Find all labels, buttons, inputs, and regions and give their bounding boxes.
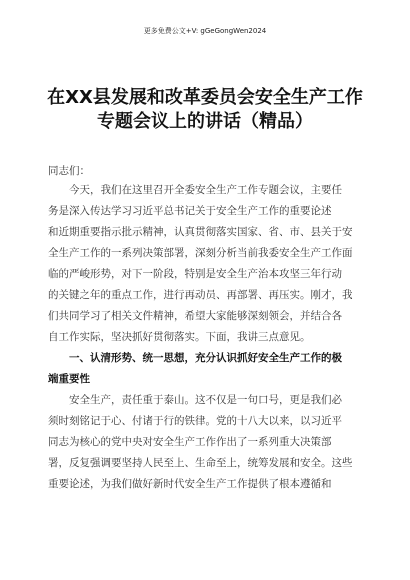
document-title xyxy=(20,86,390,134)
body-line: 临的严峻形势，对下一阶段，特别是安全生产治本攻坚三年行动 xyxy=(48,268,342,280)
body-line: 重要论述，为我们做好新时代安全生产工作提供了根本遵循和 xyxy=(48,478,332,490)
body-line: 同志为核心的党中央对安全生产工作作出了一系列重大决策部 xyxy=(48,436,332,448)
body-line: 全生产工作的一系列决策部署，深刻分析当前我委安全生产工作面 xyxy=(48,247,353,259)
title-line-1: 在XX县发展和改革委员会安全生产工作 xyxy=(47,87,363,108)
section-heading-1: 一、认清形势、统一思想，充分认识抓好安全生产工作的极 xyxy=(69,352,342,364)
body-line: 今天，我们在这里召开全委安全生产工作专题会议，主要任 xyxy=(69,184,342,196)
section-heading-1-cont: 端重要性 xyxy=(48,373,90,385)
title-line-2: 专题会议上的讲话（精品） xyxy=(97,111,313,132)
speech-body xyxy=(48,180,364,495)
body-line: 安全生产，责任重于泰山。这不仅是一句口号，更是我们必 xyxy=(69,394,342,406)
body-line: 自工作实际，坚决抓好贯彻落实。下面，我讲三点意见。 xyxy=(48,331,311,343)
body-line: 须时刻铭记于心、付诸于行的铁律。党的十八大以来，以习近平 xyxy=(48,415,342,427)
body-line: 们共同学习了相关文件精神，希望大家能够深刻领会，并结合各 xyxy=(48,310,342,322)
body-line: 的关键之年的重点工作，进行再动员、再部署、再压实。刚才，我 xyxy=(48,289,353,301)
body-line: 和近期重要指示批示精神，认真贯彻落实国家、省、市、县关于安 xyxy=(48,226,353,238)
body-line: 务是深入传达学习习近平总书记关于安全生产工作的重要论述 xyxy=(48,205,332,217)
salutation: 同志们： xyxy=(48,165,90,177)
page-header-note: 更多免费公文+V: gGeGongWen2024 xyxy=(143,27,267,35)
body-line: 署，反复强调要坚持人民至上、生命至上，统筹发展和安全。这些 xyxy=(48,457,353,469)
